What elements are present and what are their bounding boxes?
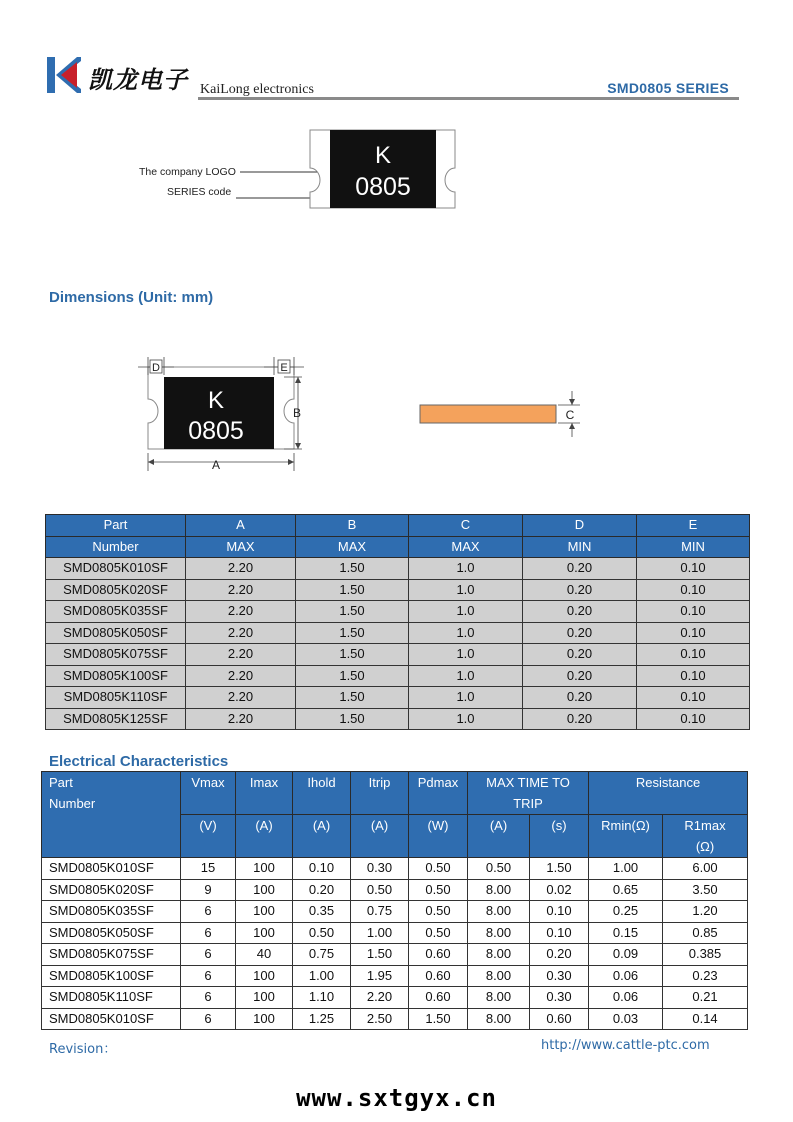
value-cell: 1.50 — [296, 687, 409, 709]
part-number-cell: SMD0805K075SF — [46, 644, 186, 666]
part-number-cell: SMD0805K010SF — [46, 558, 186, 580]
header-ihold: Ihold — [293, 772, 351, 815]
header-cell: MAX — [296, 536, 409, 558]
value-cell: 1.50 — [296, 644, 409, 666]
part-number-cell: SMD0805K125SF — [46, 708, 186, 730]
electrical-table-body — [42, 858, 748, 1030]
value-cell: 1.50 — [296, 558, 409, 580]
value-cell: 0.20 — [523, 644, 637, 666]
unit-cell: (A) — [351, 815, 409, 858]
unit-cell: (W) — [409, 815, 468, 858]
value-cell: 1.0 — [409, 687, 523, 709]
unit-cell: (V) — [181, 815, 236, 858]
table-row — [42, 922, 748, 944]
value-cell: 0.75 — [351, 901, 409, 923]
value-cell: 1.0 — [409, 601, 523, 623]
value-cell: 0.35 — [293, 901, 351, 923]
value-cell: 1.0 — [409, 644, 523, 666]
company-name-cn: 凯龙电子 — [88, 65, 188, 94]
unit-cell: (s) — [530, 815, 589, 858]
dimension-drawing-top — [120, 345, 320, 475]
electrical-header-row — [42, 772, 748, 815]
value-cell: 0.06 — [589, 987, 663, 1009]
chip-logo-letter: K — [374, 142, 392, 169]
value-cell: 0.60 — [530, 1008, 589, 1030]
value-cell: 0.10 — [530, 901, 589, 923]
value-cell: 1.0 — [409, 558, 523, 580]
part-number-cell: SMD0805K035SF — [42, 901, 181, 923]
label-company-logo: The company LOGO — [139, 166, 236, 178]
part-number-cell: SMD0805K100SF — [42, 965, 181, 987]
unit-cell: (A) — [293, 815, 351, 858]
table-row — [46, 708, 750, 730]
value-cell: 0.20 — [293, 879, 351, 901]
value-cell: 0.50 — [409, 858, 468, 880]
value-cell: 2.20 — [186, 665, 296, 687]
label-series-code: SERIES code — [167, 186, 232, 198]
value-cell: 100 — [236, 858, 293, 880]
value-cell: 100 — [236, 965, 293, 987]
dimensions-header-row — [46, 515, 750, 537]
table-row — [46, 622, 750, 644]
value-cell: 0.75 — [293, 944, 351, 966]
header-cell: MIN — [637, 536, 750, 558]
value-cell: 1.00 — [293, 965, 351, 987]
part-number-cell: SMD0805K035SF — [46, 601, 186, 623]
part-number-cell: SMD0805K110SF — [42, 987, 181, 1009]
dimension-drawing-side — [410, 385, 590, 440]
value-cell: 15 — [181, 858, 236, 880]
value-cell: 6 — [181, 944, 236, 966]
value-cell: 0.10 — [293, 858, 351, 880]
value-cell: 1.50 — [296, 601, 409, 623]
value-cell: 3.50 — [663, 879, 748, 901]
chip-logo-letter: K — [207, 387, 225, 414]
value-cell: 1.0 — [409, 579, 523, 601]
value-cell: 100 — [236, 922, 293, 944]
value-cell: 1.95 — [351, 965, 409, 987]
value-cell: 0.30 — [530, 965, 589, 987]
value-cell: 0.20 — [523, 622, 637, 644]
chip-series-code: 0805 — [188, 417, 244, 445]
value-cell: 100 — [236, 901, 293, 923]
value-cell: 0.10 — [637, 708, 750, 730]
series-title: SMD0805 SERIES — [607, 80, 729, 96]
value-cell: 2.20 — [186, 687, 296, 709]
value-cell: 100 — [236, 1008, 293, 1030]
value-cell: 0.10 — [637, 558, 750, 580]
value-cell: 0.23 — [663, 965, 748, 987]
part-number-cell: SMD0805K050SF — [42, 922, 181, 944]
company-name-en: KaiLong electronics — [200, 82, 314, 97]
value-cell: 8.00 — [468, 922, 530, 944]
part-number-cell: SMD0805K010SF — [42, 1008, 181, 1030]
value-cell: 6 — [181, 901, 236, 923]
value-cell: 0.50 — [468, 858, 530, 880]
chip-side-body — [420, 405, 556, 423]
value-cell: 0.10 — [637, 687, 750, 709]
value-cell: 1.10 — [293, 987, 351, 1009]
value-cell: 2.20 — [186, 644, 296, 666]
value-cell: 0.20 — [523, 687, 637, 709]
table-row — [42, 901, 748, 923]
value-cell: 1.00 — [351, 922, 409, 944]
dim-label-d: D — [152, 362, 160, 374]
header-part-number: Part Number — [42, 772, 181, 858]
header-cell: B — [296, 515, 409, 537]
revision-label: Revision： — [49, 1042, 117, 1057]
value-cell: 100 — [236, 987, 293, 1009]
part-number-cell: SMD0805K010SF — [42, 858, 181, 880]
header-max-time-to-trip: MAX TIME TO TRIP — [468, 772, 589, 815]
header-cell: MAX — [186, 536, 296, 558]
value-cell: 6 — [181, 965, 236, 987]
value-cell: 8.00 — [468, 879, 530, 901]
table-row — [42, 944, 748, 966]
value-cell: 0.14 — [663, 1008, 748, 1030]
value-cell: 0.20 — [523, 558, 637, 580]
value-cell: 6 — [181, 1008, 236, 1030]
value-cell: 0.60 — [409, 987, 468, 1009]
header-divider — [198, 97, 739, 100]
value-cell: 8.00 — [468, 1008, 530, 1030]
value-cell: 1.50 — [530, 858, 589, 880]
header-rmin: Rmin(Ω) — [589, 815, 663, 858]
table-row — [42, 858, 748, 880]
header-cell: E — [637, 515, 750, 537]
value-cell: 2.20 — [186, 558, 296, 580]
value-cell: 0.60 — [409, 944, 468, 966]
value-cell: 0.09 — [589, 944, 663, 966]
electrical-table — [41, 771, 748, 1030]
table-row — [42, 879, 748, 901]
chip-series-code: 0805 — [355, 173, 411, 201]
value-cell: 0.50 — [409, 879, 468, 901]
table-row — [46, 579, 750, 601]
part-number-cell: SMD0805K110SF — [46, 687, 186, 709]
value-cell: 0.02 — [530, 879, 589, 901]
value-cell: 0.25 — [589, 901, 663, 923]
value-cell: 2.20 — [186, 622, 296, 644]
table-row — [42, 1008, 748, 1030]
value-cell: 100 — [236, 879, 293, 901]
value-cell: 1.0 — [409, 665, 523, 687]
value-cell: 0.10 — [637, 601, 750, 623]
value-cell: 1.50 — [296, 708, 409, 730]
header-r1max: R1max (Ω) — [663, 815, 748, 858]
value-cell: 8.00 — [468, 965, 530, 987]
unit-cell: (A) — [236, 815, 293, 858]
value-cell: 0.50 — [293, 922, 351, 944]
unit-cell: (A) — [468, 815, 530, 858]
value-cell: 1.25 — [293, 1008, 351, 1030]
value-cell: 1.50 — [296, 579, 409, 601]
value-cell: 1.0 — [409, 622, 523, 644]
dimensions-header-row — [46, 536, 750, 558]
part-number-cell: SMD0805K020SF — [46, 579, 186, 601]
value-cell: 1.50 — [409, 1008, 468, 1030]
table-row — [42, 987, 748, 1009]
value-cell: 1.50 — [296, 622, 409, 644]
table-row — [46, 601, 750, 623]
header-cell: Part — [46, 515, 186, 537]
value-cell: 0.10 — [637, 644, 750, 666]
part-number-cell: SMD0805K100SF — [46, 665, 186, 687]
value-cell: 8.00 — [468, 987, 530, 1009]
value-cell: 0.21 — [663, 987, 748, 1009]
header-resistance: Resistance — [589, 772, 748, 815]
value-cell: 1.00 — [589, 858, 663, 880]
value-cell: 0.85 — [663, 922, 748, 944]
value-cell: 6.00 — [663, 858, 748, 880]
value-cell: 0.385 — [663, 944, 748, 966]
value-cell: 8.00 — [468, 901, 530, 923]
value-cell: 0.65 — [589, 879, 663, 901]
header-imax: Imax — [236, 772, 293, 815]
header-vmax: Vmax — [181, 772, 236, 815]
value-cell: 40 — [236, 944, 293, 966]
dim-label-c: C — [565, 408, 575, 422]
header-cell: A — [186, 515, 296, 537]
table-row — [42, 965, 748, 987]
value-cell: 1.0 — [409, 708, 523, 730]
dimensions-title: Dimensions (Unit: mm) — [49, 289, 214, 306]
chip-marking-diagram — [236, 126, 461, 211]
table-row — [46, 687, 750, 709]
value-cell: 0.10 — [530, 922, 589, 944]
header-cell: Number — [46, 536, 186, 558]
value-cell: 2.20 — [186, 601, 296, 623]
header-itrip: Itrip — [351, 772, 409, 815]
value-cell: 1.50 — [351, 944, 409, 966]
value-cell: 0.03 — [589, 1008, 663, 1030]
part-number-cell: SMD0805K020SF — [42, 879, 181, 901]
header-cell: MAX — [409, 536, 523, 558]
value-cell: 0.20 — [523, 665, 637, 687]
dim-label-e: E — [280, 362, 288, 374]
value-cell: 0.60 — [409, 965, 468, 987]
value-cell: 0.30 — [530, 987, 589, 1009]
value-cell: 2.50 — [351, 1008, 409, 1030]
website-link[interactable]: http://www.cattle-ptc.com — [541, 1038, 710, 1053]
value-cell: 6 — [181, 922, 236, 944]
value-cell: 0.10 — [637, 622, 750, 644]
value-cell: 0.20 — [523, 708, 637, 730]
header-pdmax: Pdmax — [409, 772, 468, 815]
part-number-cell: SMD0805K075SF — [42, 944, 181, 966]
watermark: www.sxtgyx.cn — [296, 1084, 497, 1112]
value-cell: 0.15 — [589, 922, 663, 944]
value-cell: 2.20 — [351, 987, 409, 1009]
value-cell: 2.20 — [186, 708, 296, 730]
header-cell: MIN — [523, 536, 637, 558]
value-cell: 0.10 — [637, 665, 750, 687]
table-row — [46, 558, 750, 580]
value-cell: 0.20 — [530, 944, 589, 966]
table-row — [46, 665, 750, 687]
value-cell: 1.50 — [296, 665, 409, 687]
table-row — [46, 644, 750, 666]
dim-label-a: A — [211, 458, 221, 472]
dimensions-table — [45, 514, 750, 730]
value-cell: 0.50 — [409, 901, 468, 923]
kailong-logo-icon — [47, 57, 81, 93]
dim-label-b: B — [292, 406, 302, 420]
value-cell: 0.50 — [409, 922, 468, 944]
value-cell: 1.20 — [663, 901, 748, 923]
value-cell: 0.20 — [523, 579, 637, 601]
header-cell: C — [409, 515, 523, 537]
value-cell: 0.50 — [351, 879, 409, 901]
header-cell: D — [523, 515, 637, 537]
value-cell: 0.10 — [637, 579, 750, 601]
dimensions-table-body — [46, 558, 750, 730]
value-cell: 0.30 — [351, 858, 409, 880]
value-cell: 8.00 — [468, 944, 530, 966]
value-cell: 0.06 — [589, 965, 663, 987]
electrical-title: Electrical Characteristics — [49, 753, 229, 770]
part-number-cell: SMD0805K050SF — [46, 622, 186, 644]
value-cell: 9 — [181, 879, 236, 901]
value-cell: 2.20 — [186, 579, 296, 601]
value-cell: 0.20 — [523, 601, 637, 623]
value-cell: 6 — [181, 987, 236, 1009]
